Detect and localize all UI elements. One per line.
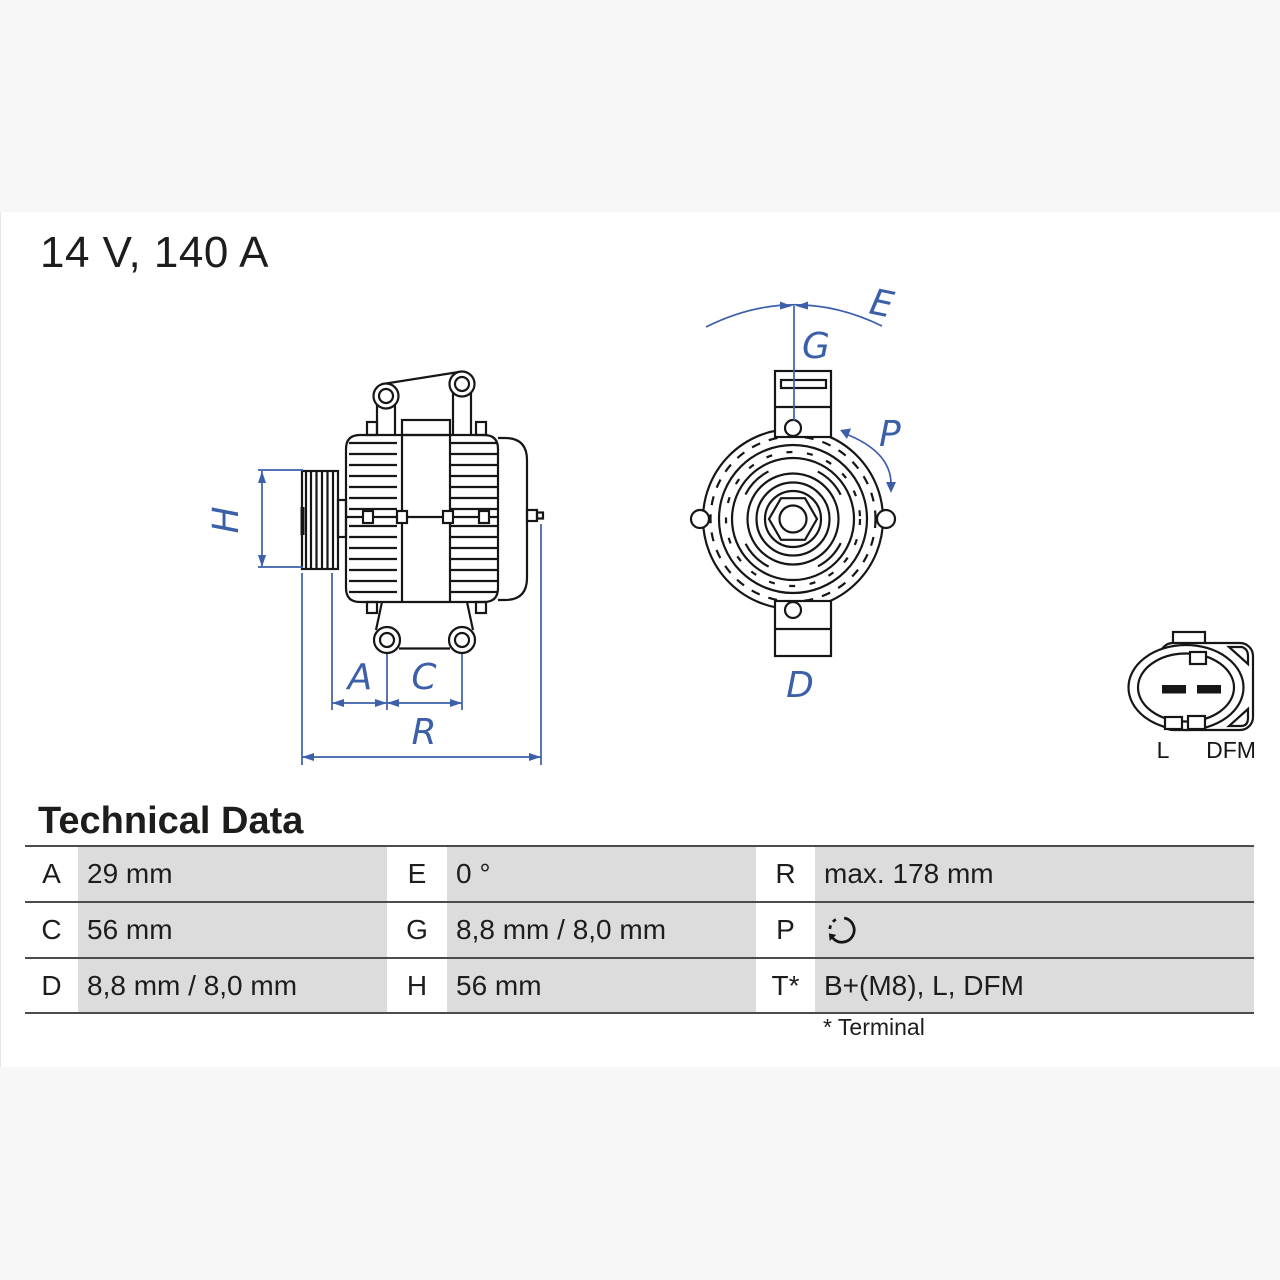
right-ear [877, 510, 895, 528]
row-label-cell: T* [756, 959, 815, 1012]
row-label-cell: D [25, 959, 78, 1012]
connector-pin-dfm [1197, 685, 1221, 694]
rear-cover [498, 438, 527, 600]
table-row [25, 901, 1254, 957]
clockwise-rotation-icon [824, 912, 860, 948]
front-bottom-lug [775, 601, 831, 656]
row-label-cell: A [25, 847, 78, 901]
top-mounting-lugs [374, 372, 475, 436]
row-value-cell: 8,8 mm / 8,0 mm [447, 903, 756, 957]
dimension-label-r: R [411, 712, 437, 753]
row-label-cell: G [387, 903, 447, 957]
pulley-collar [338, 500, 346, 537]
ventilation-teeth [711, 437, 876, 602]
row-value-cell: max. 178 mm [815, 847, 1254, 901]
terminal-connector-icon [1129, 632, 1256, 763]
dimension-label-c: C [411, 657, 437, 698]
front-top-lug [775, 371, 831, 437]
dimension-label-a: A [347, 657, 373, 698]
table-row [25, 845, 1254, 901]
row-label-cell: R [756, 847, 815, 901]
b-plus-terminal-stub [527, 510, 543, 521]
dimension-label-e: E [866, 281, 897, 327]
row-value-cell: 8,8 mm / 8,0 mm [78, 959, 387, 1012]
row-value-cell: B+(M8), L, DFM [815, 959, 1254, 1012]
technical-data-table [25, 845, 1254, 1014]
row-value-cell: 56 mm [78, 903, 387, 957]
top-center-block [402, 420, 450, 435]
dimension-label-h: H [206, 506, 247, 534]
bottom-mounting-bracket [367, 602, 486, 653]
connector-label-dfm: DFM [1206, 737, 1256, 763]
rim-slots [726, 452, 860, 586]
pulley-shaft [301, 507, 305, 535]
dimension-label-p: P [879, 414, 901, 455]
technical-data-heading: Technical Data [38, 800, 304, 842]
row-value-cell: 29 mm [78, 847, 387, 901]
alternator-side-view [301, 372, 544, 654]
connector-pin-l [1162, 685, 1186, 694]
alternator-front-view [691, 371, 895, 656]
rotation-direction-cell [815, 903, 1254, 957]
row-label-cell: E [387, 847, 447, 901]
left-ear [691, 510, 709, 528]
table-row [25, 957, 1254, 1014]
row-label-cell: H [387, 959, 447, 1012]
product-title: 14 V, 140 A [40, 228, 269, 277]
dimension-label-d: D [786, 665, 814, 706]
row-label-cell: P [756, 903, 815, 957]
row-value-cell: 56 mm [447, 959, 756, 1012]
terminal-footnote: * Terminal [823, 1014, 925, 1040]
row-label-cell: C [25, 903, 78, 957]
connector-label-l: L [1156, 737, 1170, 763]
dimension-label-g: G [802, 326, 830, 367]
housing-rim [703, 429, 883, 609]
row-value-cell: 0 ° [447, 847, 756, 901]
